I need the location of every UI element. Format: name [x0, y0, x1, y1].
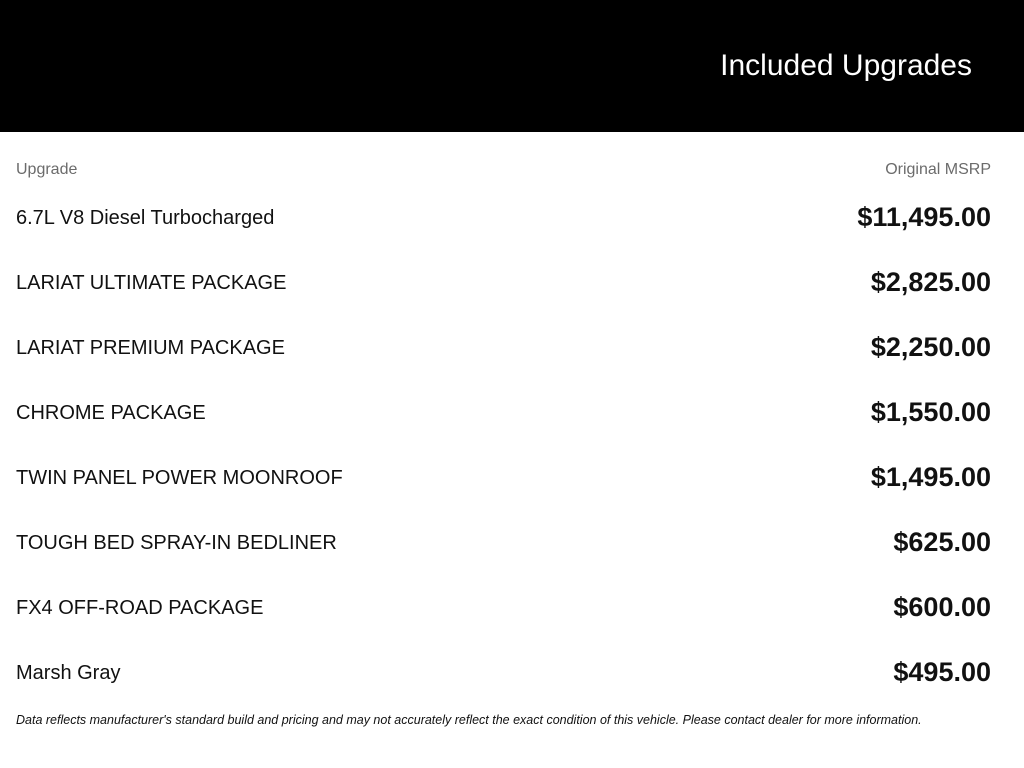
- upgrade-price: $600.00: [893, 592, 991, 622]
- upgrade-row: [16, 185, 991, 250]
- upgrade-row: [16, 640, 991, 705]
- upgrade-name: 6.7L V8 Diesel Turbocharged: [16, 207, 275, 229]
- upgrade-price: $495.00: [893, 657, 991, 687]
- upgrade-list: [16, 185, 991, 705]
- upgrade-row: [16, 250, 991, 315]
- upgrade-row: [16, 315, 991, 380]
- upgrade-row: [16, 510, 991, 575]
- upgrade-price: $1,495.00: [870, 462, 991, 492]
- upgrade-price: $1,550.00: [870, 397, 991, 427]
- upgrade-price: $625.00: [893, 527, 991, 557]
- column-header-upgrade: Upgrade: [16, 161, 78, 178]
- upgrade-name: LARIAT PREMIUM PACKAGE: [16, 337, 285, 359]
- upgrade-row: [16, 575, 991, 640]
- upgrade-name: TWIN PANEL POWER MOONROOF: [16, 467, 343, 489]
- disclaimer-text: Data reflects manufacturer's standard build and pricing and may not accurately reflect the exact condition of this vehicle. Please contact dealer for more information.: [16, 713, 922, 727]
- upgrade-price: $2,250.00: [870, 332, 991, 362]
- header-banner: [0, 0, 1024, 132]
- page-title: Included Upgrades: [720, 49, 972, 82]
- upgrade-price: $2,825.00: [870, 267, 991, 297]
- column-header-msrp: Original MSRP: [885, 161, 991, 178]
- upgrade-name: CHROME PACKAGE: [16, 402, 206, 424]
- upgrade-row: [16, 380, 991, 445]
- upgrade-name: LARIAT ULTIMATE PACKAGE: [16, 272, 287, 294]
- upgrade-row: [16, 445, 991, 510]
- upgrade-name: FX4 OFF-ROAD PACKAGE: [16, 597, 264, 619]
- upgrade-name: Marsh Gray: [16, 662, 121, 684]
- upgrade-name: TOUGH BED SPRAY-IN BEDLINER: [16, 532, 337, 554]
- upgrade-price: $11,495.00: [857, 202, 991, 232]
